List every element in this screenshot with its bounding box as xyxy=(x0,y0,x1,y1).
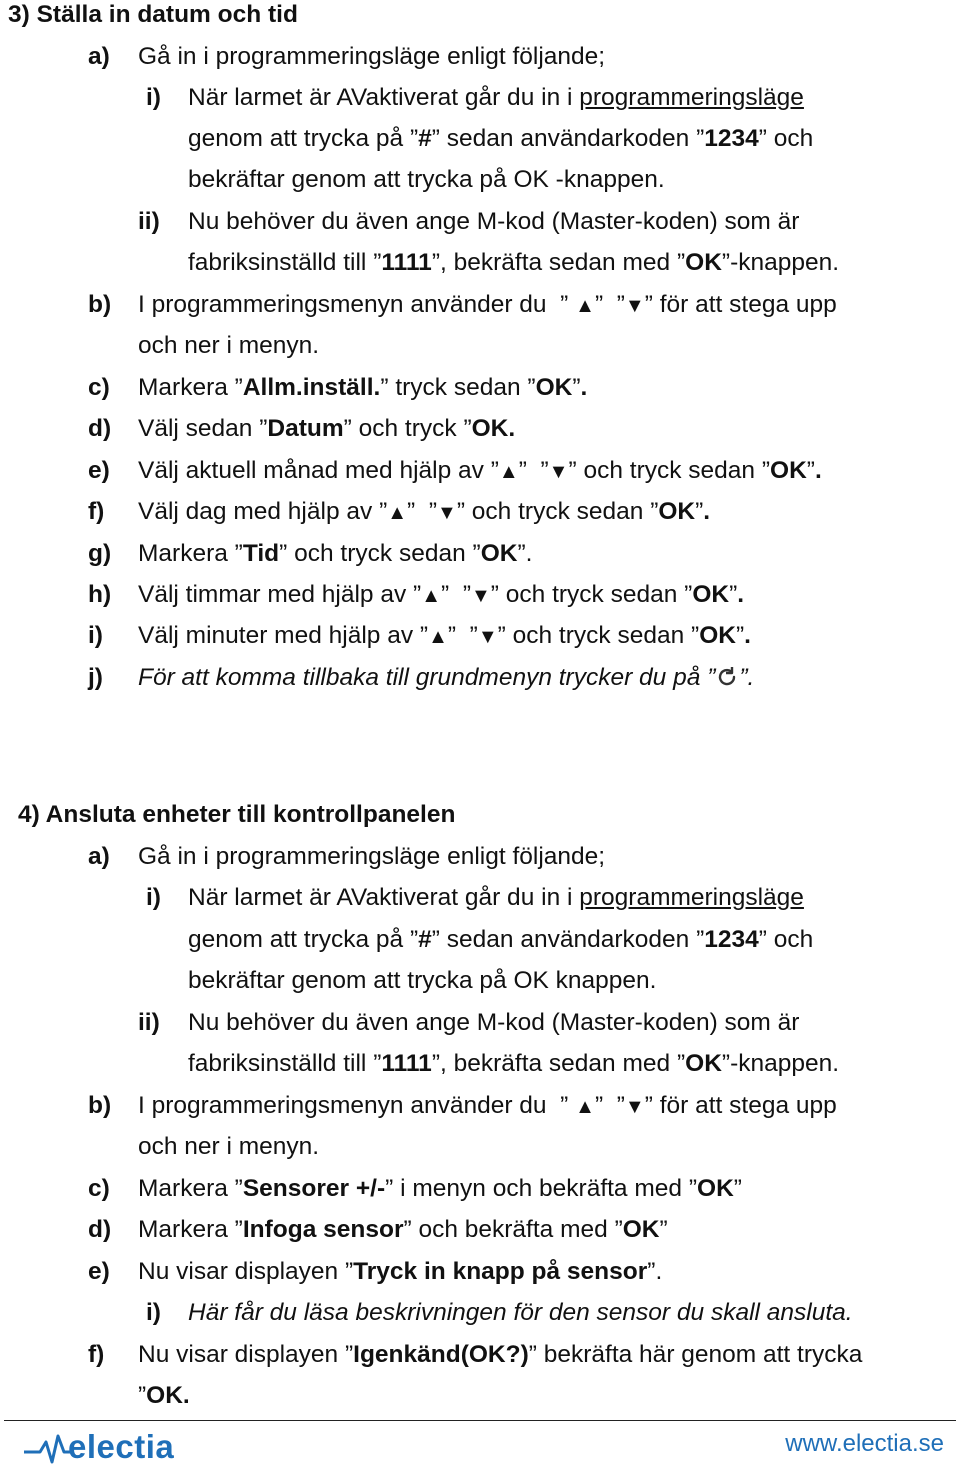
up-arrow-icon: ▲ xyxy=(575,295,595,317)
step-text: Välj timmar med hjälp av ”▲” ”▼” och tryck sedan ”OK”. xyxy=(138,580,744,610)
item-label: i) xyxy=(146,884,161,911)
step-text: När larmet är AVaktiverat går du in i programmeringsläge xyxy=(188,884,804,911)
step-text: Nu visar displayen ”Igenkänd(OK?)” bekräfta här genom att trycka xyxy=(138,1341,863,1368)
back-arrow-icon xyxy=(715,665,739,689)
down-arrow-icon: ▼ xyxy=(624,295,645,317)
step-text: och ner i menyn. xyxy=(138,1133,320,1160)
item-label: j) xyxy=(88,664,103,691)
down-arrow-icon: ▼ xyxy=(477,626,498,648)
step-text: Gå in i programmeringsläge enligt följande; xyxy=(138,843,606,870)
item-label: h) xyxy=(88,581,112,608)
step-text: Välj dag med hjälp av ”▲” ”▼” och tryck sedan ”OK”. xyxy=(138,497,710,527)
website-link[interactable]: www.electia.se xyxy=(785,1430,944,1457)
step-text: Markera ”Infoga sensor” och bekräfta med ”OK” xyxy=(138,1216,668,1243)
programming-mode-link: programmeringsläge xyxy=(579,884,804,911)
programming-mode-link: programmeringsläge xyxy=(579,84,804,111)
item-label: d) xyxy=(88,415,112,442)
item-label: g) xyxy=(88,540,112,567)
item-label: a) xyxy=(88,43,110,70)
item-label: b) xyxy=(88,1092,112,1119)
step-text: genom att trycka på ”#” sedan användarkoden ”1234” och xyxy=(188,926,814,953)
step-text: Markera ”Sensorer +/-” i menyn och bekräfta med ”OK” xyxy=(138,1175,742,1202)
step-text: Markera ”Allm.inställ.” tryck sedan ”OK”. xyxy=(138,374,588,401)
electia-logo xyxy=(24,1426,214,1468)
section-4-heading: 4) Ansluta enheter till kontrollpanelen xyxy=(18,801,456,828)
down-arrow-icon: ▼ xyxy=(437,502,457,524)
item-label: i) xyxy=(146,1299,161,1326)
item-label: e) xyxy=(88,1258,110,1285)
step-text: När larmet är AVaktiverat går du in i programmeringsläge xyxy=(188,84,804,111)
item-label: i) xyxy=(146,84,161,111)
item-label: f) xyxy=(88,1341,105,1368)
up-arrow-icon: ▲ xyxy=(428,626,448,648)
step-text: fabriksinställd till ”1111”, bekräfta sedan med ”OK”-knappen. xyxy=(188,249,840,276)
step-text: Välj aktuell månad med hjälp av ”▲” ”▼” och tryck sedan ”OK”. xyxy=(138,456,822,486)
item-label: f) xyxy=(88,498,105,525)
step-text: genom att trycka på ”#” sedan användarkoden ”1234” och xyxy=(188,125,814,152)
step-text: Välj sedan ”Datum” och tryck ”OK. xyxy=(138,415,516,442)
up-arrow-icon: ▲ xyxy=(498,461,519,483)
down-arrow-icon: ▼ xyxy=(548,461,569,483)
step-text: fabriksinställd till ”1111”, bekräfta sedan med ”OK”-knappen. xyxy=(188,1050,840,1077)
item-label: d) xyxy=(88,1216,112,1243)
step-text: I programmeringsmenyn använder du ” ▲” ”▼” för att stega upp xyxy=(138,290,837,320)
step-text: ”OK. xyxy=(138,1382,190,1409)
step-text: och ner i menyn. xyxy=(138,332,320,359)
step-text: Gå in i programmeringsläge enligt följande; xyxy=(138,43,606,70)
item-label: ii) xyxy=(138,1009,160,1036)
step-text: Nu behöver du även ange M-kod (Master-koden) som är xyxy=(188,208,800,235)
item-label: c) xyxy=(88,1175,110,1202)
step-text: I programmeringsmenyn använder du ” ▲” ”▼” för att stega upp xyxy=(138,1091,837,1121)
step-text: Markera ”Tid” och tryck sedan ”OK”. xyxy=(138,540,533,567)
footer-divider xyxy=(4,1420,956,1421)
up-arrow-icon: ▲ xyxy=(575,1096,595,1118)
item-label: i) xyxy=(88,622,103,649)
step-text: bekräftar genom att trycka på OK -knappen. xyxy=(188,166,665,193)
step-text: Välj minuter med hjälp av ”▲” ”▼” och tryck sedan ”OK”. xyxy=(138,621,751,651)
item-label: e) xyxy=(88,457,110,484)
item-label: b) xyxy=(88,291,112,318)
step-text: Nu behöver du även ange M-kod (Master-koden) som är xyxy=(188,1009,800,1036)
section-3-heading: 3) Ställa in datum och tid xyxy=(8,1,298,28)
step-text: bekräftar genom att trycka på OK knappen. xyxy=(188,967,657,994)
step-text: Nu visar displayen ”Tryck in knapp på sensor”. xyxy=(138,1258,663,1285)
step-text: Här får du läsa beskrivningen för den sensor du skall ansluta. xyxy=(188,1299,853,1326)
down-arrow-icon: ▼ xyxy=(470,585,491,607)
up-arrow-icon: ▲ xyxy=(421,585,442,607)
step-text: För att komma tillbaka till grundmenyn trycker du på ” ”. xyxy=(138,664,755,691)
up-arrow-icon: ▲ xyxy=(387,502,408,524)
item-label: a) xyxy=(88,843,110,870)
item-label: ii) xyxy=(138,208,160,235)
brand-name: electia xyxy=(68,1428,175,1465)
item-label: c) xyxy=(88,374,110,401)
down-arrow-icon: ▼ xyxy=(624,1096,645,1118)
